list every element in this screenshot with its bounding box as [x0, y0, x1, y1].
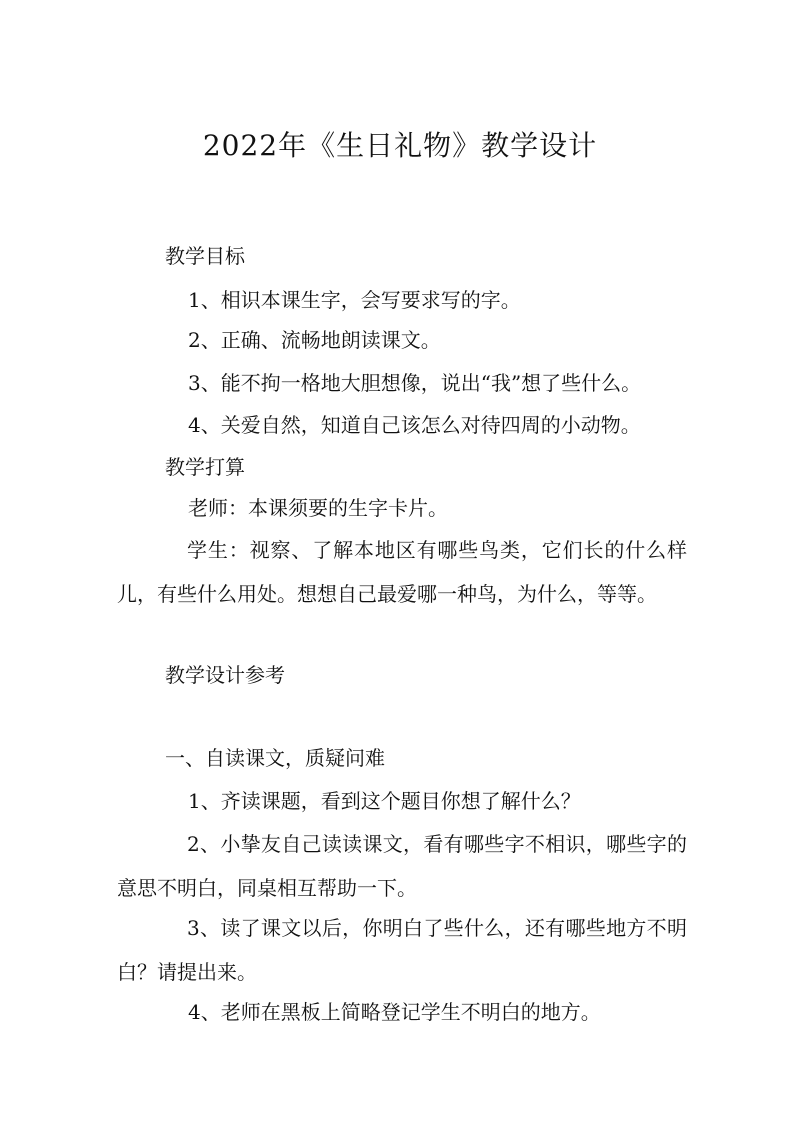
- part1-step-1: 1、齐读课题，看到这个题目你想了解什么？: [188, 789, 581, 813]
- page-title: 2022年《生日礼物》教学设计: [202, 129, 598, 162]
- part1-heading: 一、自读课文，质疑问难: [165, 746, 385, 770]
- goal-item-2: 2、正确、流畅地朗读课文。: [188, 328, 441, 352]
- part1-step-4: 4、老师在黑板上简略登记学生不明白的地方。: [188, 1000, 601, 1024]
- goal-item-1: 1、相识本课生字，会写要求写的字。: [188, 288, 521, 312]
- goals-heading: 教学目标: [165, 244, 245, 268]
- part1-step-2: 2、小挚友自己读读课文，看有哪些字不相识，哪些字的意思不明白，同桌相互帮助一下。: [117, 832, 687, 900]
- prep-heading: 教学打算: [165, 455, 245, 479]
- design-heading: 教学设计参考: [165, 663, 285, 687]
- prep-teacher: 老师：本课须要的生字卡片。: [188, 496, 448, 520]
- part1-step-3: 3、读了课文以后，你明白了些什么，还有哪些地方不明白？请提出来。: [117, 916, 687, 984]
- goal-item-4: 4、关爱自然，知道自己该怎么对待四周的小动物。: [188, 413, 641, 437]
- goal-item-3: 3、能不拘一格地大胆想像，说出“我”想了些什么。: [188, 371, 642, 395]
- prep-student-paragraph: 学生：视察、了解本地区有哪些鸟类，它们长的什么样儿，有些什么用处。想想自己最爱哪一种鸟，为什么，等等。: [117, 538, 687, 606]
